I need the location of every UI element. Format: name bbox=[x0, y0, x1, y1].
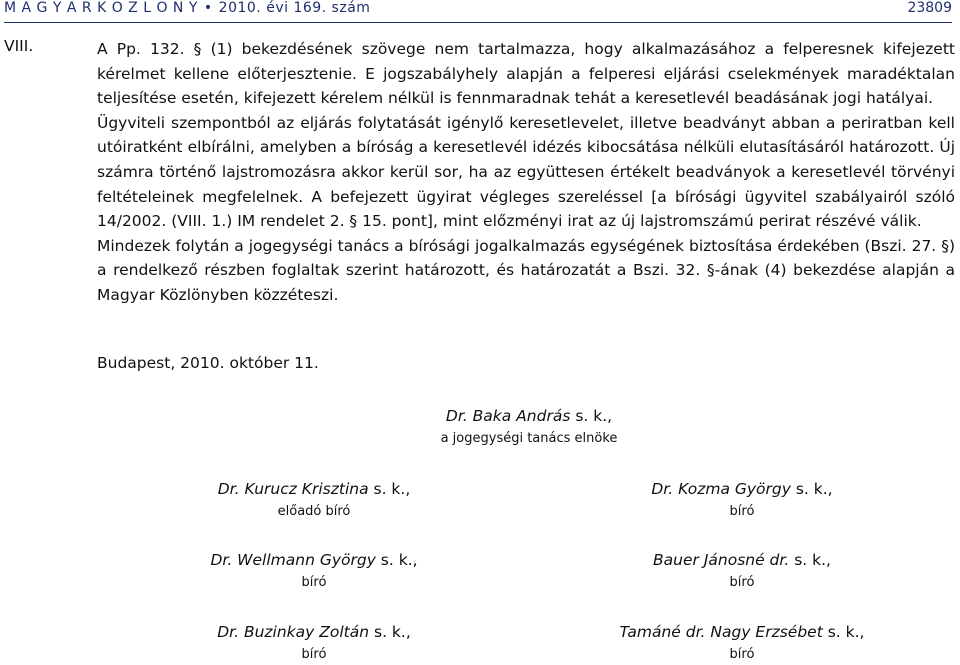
signature-right-1 bbox=[562, 479, 922, 522]
signing-date: Budapest, 2010. október 11. bbox=[97, 354, 319, 372]
signer-name: Dr. Buzinkay Zoltán bbox=[217, 623, 370, 641]
signer-suffix: s. k., bbox=[375, 551, 418, 569]
issue-number: 2010. évi 169. szám bbox=[218, 0, 371, 16]
page-header bbox=[4, 0, 952, 23]
signer-role: bíró bbox=[729, 575, 755, 590]
signer-suffix: s. k., bbox=[570, 407, 613, 425]
signer-name: Dr. Baka András bbox=[445, 407, 571, 425]
publication-line bbox=[4, 0, 370, 16]
signer-suffix: s. k., bbox=[822, 623, 865, 641]
publication-title: M A G Y A R K Ö Z L Ö N Y bbox=[4, 0, 198, 16]
signer-name: Dr. Kurucz Krisztina bbox=[217, 480, 369, 498]
header-bullet: • bbox=[203, 0, 213, 16]
signer-name: Dr. Wellmann György bbox=[210, 551, 376, 569]
section-number: VIII. bbox=[4, 37, 34, 55]
signer-name: Bauer Jánosné dr. bbox=[653, 551, 790, 569]
paragraph-3: Mindezek folytán a jogegységi tanács a bírósági jogalkalmazás egységének biztosítása érdekében (Bszi. 27. §) a rendelkező részben foglaltak szerint határozott, és határozatát a Bszi. 32. §-ának (4) bekezdése alapján a Magyar Közlönyben közzéteszi. bbox=[97, 236, 955, 304]
signer-name: Tamáné dr. Nagy Erzsébet bbox=[619, 623, 823, 641]
signer-suffix: s. k., bbox=[368, 480, 411, 498]
signer-role: bíró bbox=[301, 575, 327, 590]
signer-role: bíró bbox=[729, 647, 755, 662]
signer-name: Dr. Kozma György bbox=[651, 480, 791, 498]
paragraph-2: Ügyviteli szempontból az eljárás folytatását igénylő keresetlevelet, illetve beadványt abban a periratban kell utóiratként elbírálni, amelyben a bíróság a keresetlevél idézés kibocsátása nélküli elutasításáról határozott. Új számra történő lajstromozásra akkor kerül sor, ha az együttesen értékelt beadványok a keresetlevél törvényi feltételeinek megfelelnek. A befejezett ügyirat végleges szereléssel [a bírósági ügyvitel szabályairól szóló 14/2002. (VIII. 1.) IM rendelet 2. § 15. pont], mint előzményi irat az új lajstromszámú perirat részévé válik. bbox=[97, 113, 955, 231]
signer-suffix: s. k., bbox=[369, 623, 411, 641]
signature-left-1 bbox=[134, 479, 494, 522]
signature-right-2 bbox=[562, 550, 922, 593]
signer-role: a jogegységi tanács elnöke bbox=[440, 431, 618, 446]
page-number: 23809 bbox=[907, 0, 952, 16]
signer-role: előadó bíró bbox=[277, 504, 351, 519]
signature-left-2 bbox=[134, 550, 494, 593]
signer-role: bíró bbox=[301, 647, 327, 662]
signer-suffix: s. k., bbox=[790, 480, 833, 498]
body-text bbox=[97, 37, 955, 308]
signer-role: bíró bbox=[729, 504, 755, 519]
paragraph-1: A Pp. 132. § (1) bekezdésének szövege nem tartalmazza, hogy alkalmazásához a felperesnek kifejezett kérelmet kellene előterjesztenie. E jogszabályhely alapján a felperesi eljárási cselekmények maradéktalan teljesítése esetén, kifejezett kérelem nélkül is fennmaradnak tehát a keresetlevél beadásának jogi hatályai. bbox=[97, 40, 955, 108]
signer-suffix: s. k., bbox=[789, 551, 831, 569]
signature-president bbox=[349, 406, 709, 449]
